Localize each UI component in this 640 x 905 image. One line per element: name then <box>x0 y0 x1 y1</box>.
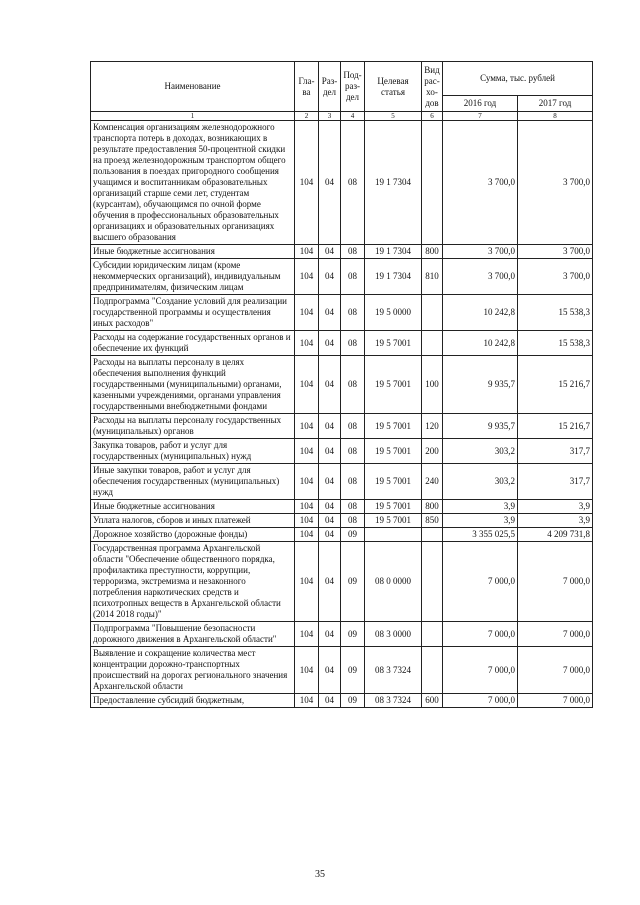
row-podrazdel: 08 <box>341 439 365 464</box>
row-target: 19 5 7001 <box>365 356 422 414</box>
row-razdel: 04 <box>319 259 341 295</box>
row-2017: 4 209 731,8 <box>518 528 593 542</box>
table-row <box>91 622 593 647</box>
row-name: Государственная программа Архангельской области "Обеспечение общественного порядка, профилактика преступности, коррупции, терроризма, экстремизма и незаконного потребления наркотических средств и психотропных веществ в Архангельской области (2014 2018 годы)" <box>91 542 295 622</box>
row-vid: 600 <box>422 694 443 708</box>
row-2017: 15 538,3 <box>518 331 593 356</box>
header-sum: Сумма, тыс. рублей <box>443 62 593 96</box>
table-row <box>91 245 593 259</box>
row-target: 08 3 7324 <box>365 647 422 694</box>
row-2016: 7 000,0 <box>443 647 518 694</box>
row-name: Подпрограмма "Создание условий для реализации государственной программы и осуществления иных расходов" <box>91 295 295 331</box>
row-podrazdel: 09 <box>341 542 365 622</box>
row-razdel: 04 <box>319 121 341 245</box>
row-2017: 15 216,7 <box>518 356 593 414</box>
row-2016: 7 000,0 <box>443 622 518 647</box>
row-name: Иные закупки товаров, работ и услуг для обеспечения государственных (муниципальных) нужд <box>91 464 295 500</box>
row-2016: 7 000,0 <box>443 694 518 708</box>
row-vid: 100 <box>422 356 443 414</box>
row-name: Иные бюджетные ассигнования <box>91 500 295 514</box>
column-number: 8 <box>518 112 593 121</box>
row-podrazdel: 08 <box>341 514 365 528</box>
row-podrazdel: 08 <box>341 295 365 331</box>
row-2016: 10 242,8 <box>443 331 518 356</box>
row-glava: 104 <box>295 500 319 514</box>
row-podrazdel: 08 <box>341 356 365 414</box>
table-row <box>91 414 593 439</box>
row-name: Дорожное хозяйство (дорожные фонды) <box>91 528 295 542</box>
header-razdel: Раз-дел <box>319 62 341 112</box>
row-2017: 3 700,0 <box>518 245 593 259</box>
row-glava: 104 <box>295 259 319 295</box>
row-target: 19 5 7001 <box>365 464 422 500</box>
row-2017: 3,9 <box>518 514 593 528</box>
row-razdel: 04 <box>319 331 341 356</box>
row-razdel: 04 <box>319 694 341 708</box>
row-2017: 7 000,0 <box>518 694 593 708</box>
row-2016: 3 700,0 <box>443 245 518 259</box>
row-name: Расходы на выплаты персоналу в целях обеспечения выполнения функций государственными (муниципальными) органами, казенными учреждениями, органами управления государственными внебюджетными фондами <box>91 356 295 414</box>
row-2017: 3 700,0 <box>518 259 593 295</box>
row-name: Расходы на содержание государственных органов и обеспечение их функций <box>91 331 295 356</box>
table-row <box>91 356 593 414</box>
row-2017: 15 216,7 <box>518 414 593 439</box>
row-vid <box>422 121 443 245</box>
row-razdel: 04 <box>319 622 341 647</box>
row-razdel: 04 <box>319 647 341 694</box>
row-2016: 10 242,8 <box>443 295 518 331</box>
table-row <box>91 542 593 622</box>
row-glava: 104 <box>295 647 319 694</box>
row-podrazdel: 08 <box>341 121 365 245</box>
row-podrazdel: 08 <box>341 414 365 439</box>
page-number: 35 <box>315 869 325 880</box>
row-podrazdel: 08 <box>341 245 365 259</box>
row-vid <box>422 331 443 356</box>
row-2017: 317,7 <box>518 439 593 464</box>
row-target: 08 3 7324 <box>365 694 422 708</box>
row-2017: 3 700,0 <box>518 121 593 245</box>
row-podrazdel: 09 <box>341 647 365 694</box>
row-glava: 104 <box>295 331 319 356</box>
row-2016: 3 700,0 <box>443 121 518 245</box>
row-podrazdel: 08 <box>341 331 365 356</box>
table-row <box>91 121 593 245</box>
row-2017: 7 000,0 <box>518 647 593 694</box>
row-glava: 104 <box>295 514 319 528</box>
header-name: Наименование <box>91 62 295 112</box>
header-2016: 2016 год <box>443 96 518 112</box>
row-vid <box>422 542 443 622</box>
row-razdel: 04 <box>319 514 341 528</box>
row-vid: 240 <box>422 464 443 500</box>
row-target: 19 1 7304 <box>365 121 422 245</box>
row-podrazdel: 08 <box>341 500 365 514</box>
row-target: 19 1 7304 <box>365 259 422 295</box>
row-vid <box>422 647 443 694</box>
row-name: Закупка товаров, работ и услуг для государственных (муниципальных) нужд <box>91 439 295 464</box>
table-row <box>91 259 593 295</box>
row-2016: 9 935,7 <box>443 414 518 439</box>
table-row <box>91 694 593 708</box>
row-target: 19 5 7001 <box>365 514 422 528</box>
row-2016: 7 000,0 <box>443 542 518 622</box>
row-2016: 9 935,7 <box>443 356 518 414</box>
table-row <box>91 331 593 356</box>
row-name: Предоставление субсидий бюджетным, <box>91 694 295 708</box>
row-2017: 15 538,3 <box>518 295 593 331</box>
row-razdel: 04 <box>319 245 341 259</box>
row-razdel: 04 <box>319 528 341 542</box>
header-podrazdel: Под-раз-дел <box>341 62 365 112</box>
table-row <box>91 295 593 331</box>
column-number: 5 <box>365 112 422 121</box>
row-razdel: 04 <box>319 356 341 414</box>
row-name: Выявление и сокращение количества мест концентрации дорожно-транспортных происшествий на дорогах регионального значения Архангельской области <box>91 647 295 694</box>
row-name: Иные бюджетные ассигнования <box>91 245 295 259</box>
row-2017: 7 000,0 <box>518 622 593 647</box>
row-podrazdel: 08 <box>341 464 365 500</box>
row-glava: 104 <box>295 528 319 542</box>
row-razdel: 04 <box>319 295 341 331</box>
column-number: 1 <box>91 112 295 121</box>
row-2016: 303,2 <box>443 464 518 500</box>
row-vid <box>422 622 443 647</box>
row-name: Расходы на выплаты персоналу государственных (муниципальных) органов <box>91 414 295 439</box>
table-row <box>91 464 593 500</box>
row-glava: 104 <box>295 295 319 331</box>
row-vid: 800 <box>422 500 443 514</box>
row-target: 19 1 7304 <box>365 245 422 259</box>
row-glava: 104 <box>295 622 319 647</box>
row-vid: 850 <box>422 514 443 528</box>
row-2017: 7 000,0 <box>518 542 593 622</box>
column-number: 3 <box>319 112 341 121</box>
row-target <box>365 528 422 542</box>
row-podrazdel: 09 <box>341 528 365 542</box>
table-row <box>91 647 593 694</box>
row-name: Подпрограмма "Повышение безопасности дорожного движения в Архангельской области" <box>91 622 295 647</box>
row-vid: 200 <box>422 439 443 464</box>
row-glava: 104 <box>295 694 319 708</box>
row-target: 08 3 0000 <box>365 622 422 647</box>
header-vid: Вид рас-хо-дов <box>422 62 443 112</box>
budget-table <box>90 61 593 708</box>
row-2017: 3,9 <box>518 500 593 514</box>
column-number: 6 <box>422 112 443 121</box>
row-razdel: 04 <box>319 464 341 500</box>
row-target: 08 0 0000 <box>365 542 422 622</box>
row-razdel: 04 <box>319 500 341 514</box>
row-target: 19 5 0000 <box>365 295 422 331</box>
row-vid <box>422 295 443 331</box>
row-razdel: 04 <box>319 414 341 439</box>
row-target: 19 5 7001 <box>365 500 422 514</box>
table-row <box>91 439 593 464</box>
row-glava: 104 <box>295 542 319 622</box>
row-podrazdel: 09 <box>341 694 365 708</box>
row-razdel: 04 <box>319 439 341 464</box>
row-2016: 3,9 <box>443 500 518 514</box>
row-glava: 104 <box>295 121 319 245</box>
row-vid: 120 <box>422 414 443 439</box>
header-2017: 2017 год <box>518 96 593 112</box>
header-target: Целевая статья <box>365 62 422 112</box>
row-glava: 104 <box>295 464 319 500</box>
row-2016: 3 700,0 <box>443 259 518 295</box>
row-target: 19 5 7001 <box>365 414 422 439</box>
row-2016: 3,9 <box>443 514 518 528</box>
row-podrazdel: 08 <box>341 259 365 295</box>
row-2016: 3 355 025,5 <box>443 528 518 542</box>
column-number: 4 <box>341 112 365 121</box>
row-vid: 800 <box>422 245 443 259</box>
row-name: Уплата налогов, сборов и иных платежей <box>91 514 295 528</box>
row-2017: 317,7 <box>518 464 593 500</box>
row-target: 19 5 7001 <box>365 331 422 356</box>
row-glava: 104 <box>295 414 319 439</box>
row-razdel: 04 <box>319 542 341 622</box>
column-number: 7 <box>443 112 518 121</box>
table-row <box>91 528 593 542</box>
row-glava: 104 <box>295 356 319 414</box>
row-target: 19 5 7001 <box>365 439 422 464</box>
row-2016: 303,2 <box>443 439 518 464</box>
row-vid: 810 <box>422 259 443 295</box>
row-name: Субсидии юридическим лицам (кроме некоммерческих организаций), индивидуальным предпринимателям, физическим лицам <box>91 259 295 295</box>
row-podrazdel: 09 <box>341 622 365 647</box>
column-number: 2 <box>295 112 319 121</box>
row-name: Компенсация организациям железнодорожного транспорта потерь в доходах, возникающих в результате предоставления 50-процентной скидки на проезд железнодорожным транспортом общего пользования в поездах пригородного сообщения учащимся и воспитанникам образовательных организаций старше семи лет, студентам (курсантам), обучающимся по очной форме обучения в профессиональных образовательных организациях и образовательных организациях высшего образования <box>91 121 295 245</box>
table-row <box>91 514 593 528</box>
row-glava: 104 <box>295 245 319 259</box>
header-glava: Гла-ва <box>295 62 319 112</box>
row-glava: 104 <box>295 439 319 464</box>
row-vid <box>422 528 443 542</box>
table-row <box>91 500 593 514</box>
